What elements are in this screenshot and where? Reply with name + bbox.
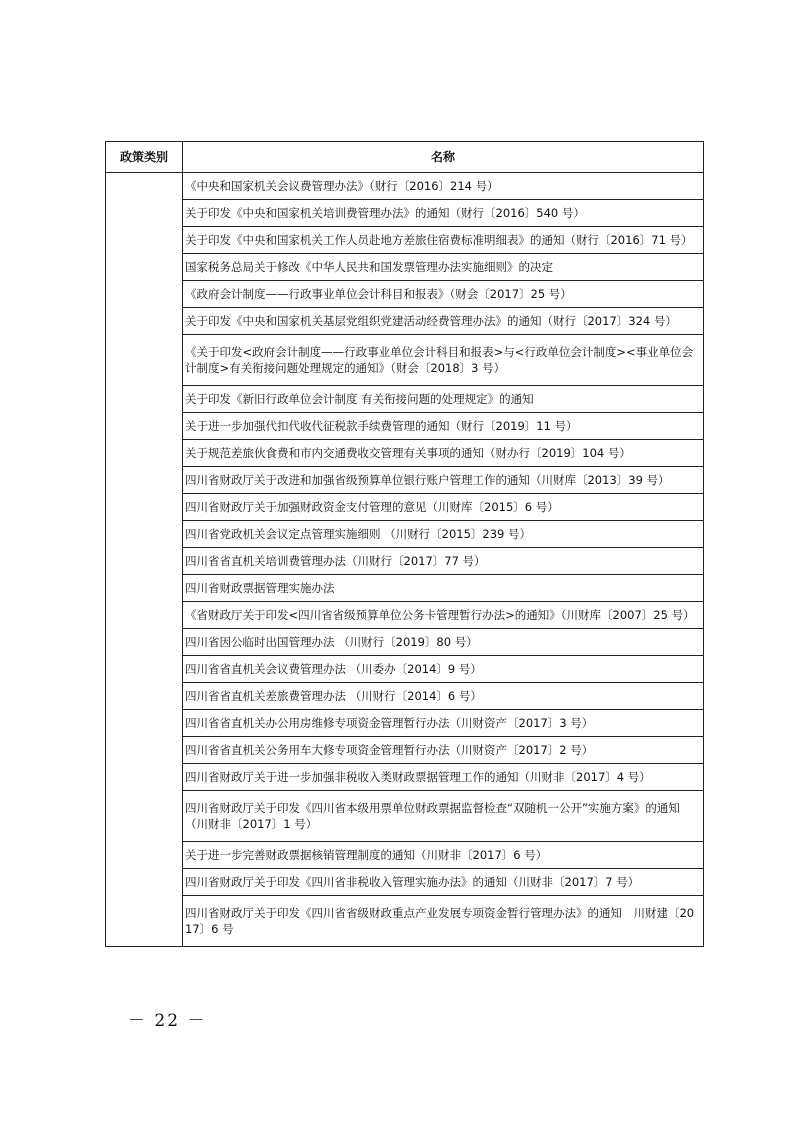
table-row [106,281,704,308]
policy-name-cell: 关于印发《中央和国家机关工作人员赴地方差旅住宿费标准明细表》的通知（财行〔2016〕71 号） [183,227,704,254]
table-row [106,629,704,656]
policy-name-cell: 关于进一步完善财政票据核销管理制度的通知（川财非〔2017〕6 号） [183,842,704,869]
policy-name-cell: 国家税务总局关于修改《中华人民共和国发票管理办法实施细则》的决定 [183,254,704,281]
header-category: 政策类别 [106,142,183,173]
policy-name-cell: 四川省财政票据管理实施办法 [183,575,704,602]
table-row [106,494,704,521]
policy-name-cell: 四川省省直机关差旅费管理办法 （川财行〔2014〕6 号） [183,683,704,710]
policy-name-cell: 四川省因公临时出国管理办法 （川财行〔2019〕80 号） [183,629,704,656]
table-row [106,869,704,896]
policy-name-cell: 《政府会计制度——行政事业单位会计科目和报表》（财会〔2017〕25 号） [183,281,704,308]
table-row [106,710,704,737]
table-row [106,386,704,413]
policy-name-cell: 关于规范差旅伙食费和市内交通费收交管理有关事项的通知（财办行〔2019〕104 号） [183,440,704,467]
table-row [106,791,704,842]
policy-name-cell: 关于印发《中央和国家机关培训费管理办法》的通知（财行〔2016〕540 号） [183,200,704,227]
table-row [106,440,704,467]
table-header-row [106,142,704,173]
table-row [106,413,704,440]
table-row [106,602,704,629]
policy-name-cell: 《中央和国家机关会议费管理办法》（财行〔2016〕214 号） [183,173,704,200]
table-row [106,575,704,602]
table-row [106,683,704,710]
policy-name-cell: 关于印发《中央和国家机关基层党组织党建活动经费管理办法》的通知（财行〔2017〕324 号） [183,308,704,335]
policy-name-cell: 四川省财政厅关于印发《四川省省级财政重点产业发展专项资金暂行管理办法》的通知 川财建〔2017〕6 号 [183,896,704,947]
table-row [106,173,704,200]
policy-name-cell: 四川省财政厅关于改进和加强省级预算单位银行账户管理工作的通知（川财库〔2013〕39 号） [183,467,704,494]
header-name: 名称 [183,142,704,173]
table-row [106,335,704,386]
table-row [106,521,704,548]
table-row [106,308,704,335]
table-row [106,200,704,227]
table-row [106,467,704,494]
policy-name-cell: 四川省省直机关培训费管理办法（川财行〔2017〕77 号） [183,548,704,575]
policy-name-cell: 关于进一步加强代扣代收代征税款手续费管理的通知（财行〔2019〕11 号） [183,413,704,440]
policy-name-cell: 四川省财政厅关于印发《四川省本级用票单位财政票据监督检查“双随机一公开”实施方案》的通知（川财非〔2017〕1 号） [183,791,704,842]
policy-name-cell: 四川省财政厅关于进一步加强非税收入类财政票据管理工作的通知（川财非〔2017〕4 号） [183,764,704,791]
table-row [106,896,704,947]
policy-name-cell: 关于印发《新旧行政单位会计制度 有关衔接问题的处理规定》的通知 [183,386,704,413]
policy-table [105,141,704,947]
table-row [106,254,704,281]
policy-name-cell: 四川省省直机关公务用车大修专项资金管理暂行办法（川财资产〔2017〕2 号） [183,737,704,764]
category-cell [106,173,183,947]
policy-name-cell: 四川省省直机关办公用房维修专项资金管理暂行办法（川财资产〔2017〕3 号） [183,710,704,737]
policy-name-cell: 四川省党政机关会议定点管理实施细则 （川财行〔2015〕239 号） [183,521,704,548]
table-row [106,842,704,869]
table-row [106,737,704,764]
page-number: － 22 － [128,1011,207,1031]
policy-name-cell: 《关于印发<政府会计制度——行政事业单位会计科目和报表>与<行政单位会计制度><事业单位会计制度>有关衔接问题处理规定的通知》（财会〔2018〕3 号） [183,335,704,386]
table-row [106,548,704,575]
policy-name-cell: 四川省省直机关会议费管理办法 （川委办〔2014〕9 号） [183,656,704,683]
policy-name-cell: 《省财政厅关于印发<四川省省级预算单位公务卡管理暂行办法>的通知》（川财库〔2007〕25 号） [183,602,704,629]
policy-name-cell: 四川省财政厅关于印发《四川省非税收入管理实施办法》的通知（川财非〔2017〕7 号） [183,869,704,896]
table-row [106,764,704,791]
policy-name-cell: 四川省财政厅关于加强财政资金支付管理的意见（川财库〔2015〕6 号） [183,494,704,521]
table-row [106,656,704,683]
table-row [106,227,704,254]
